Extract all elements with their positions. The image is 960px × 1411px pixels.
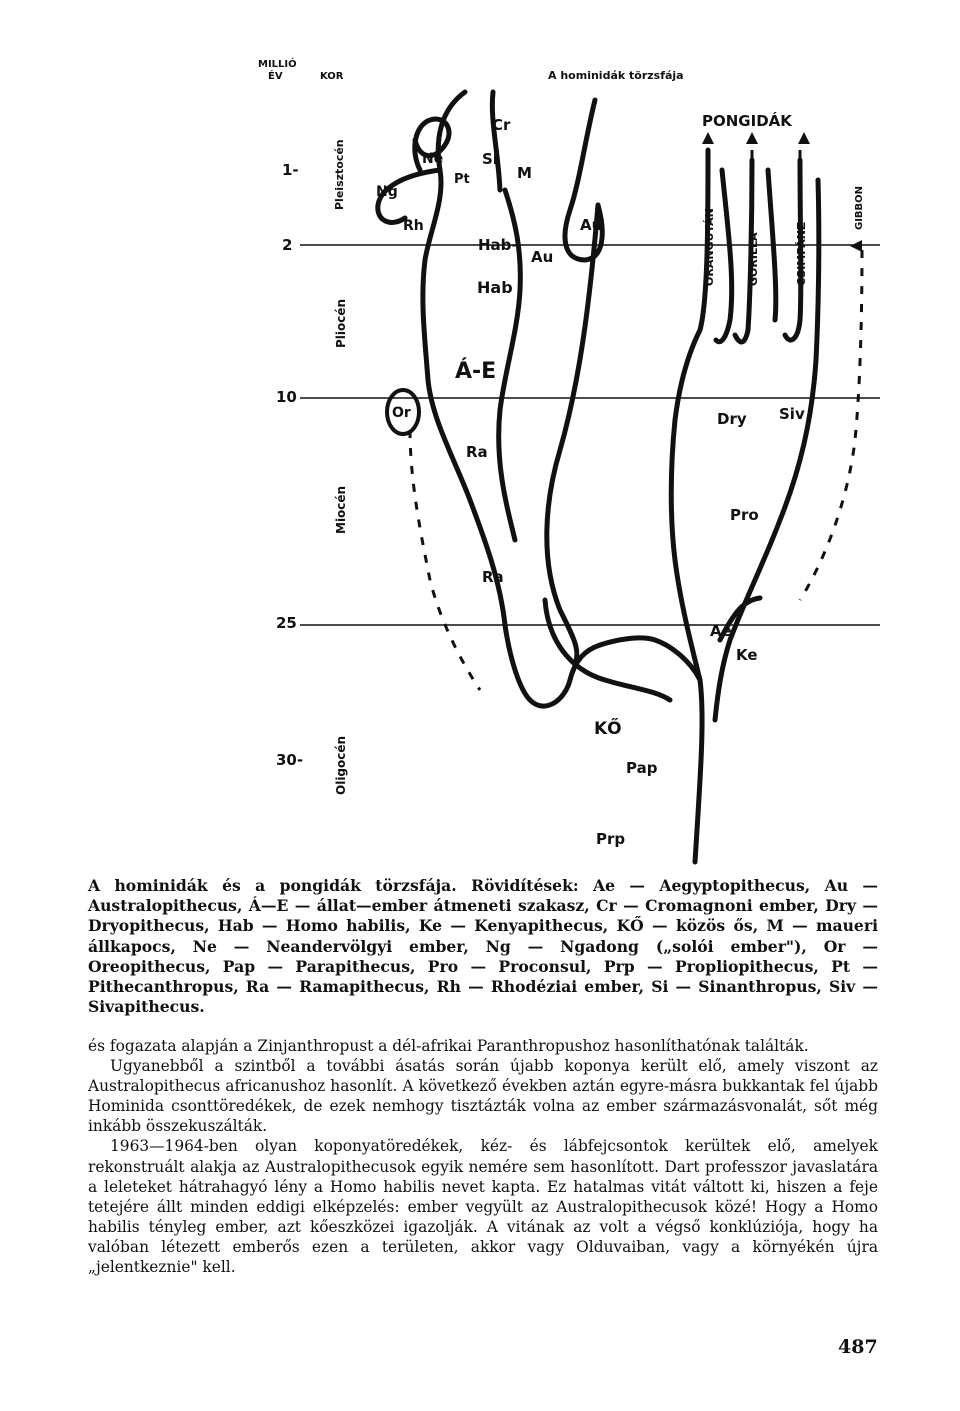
paragraph-3: 1963—1964-ben olyan koponyatöredékek, kéz- és lábfejcsontok kerültek elő, amelyek rekonstruált alakja az Australopithecusok egyik nemére sem hasonlított. Dart professzor javaslatára a leleteket hátrahagyó lény a Homo habilis nevet kapta. Ez hatalmas vitát váltott ki, hiszen a feje tetejére állt minden eddigi elképzelés: ember vegyült az Australopithecusok közé! Hogy a Homo habilis tényleg ember, azt kőeszközei igazolják. A vitának az volt a végső konklúziója, hogy ha valóban létezett emberős ezen a területen, akkor vagy Olduvaiban, vagy a környékén újra „jelentkeznie" kell. <box>88 1137 878 1277</box>
label-siv: Siv <box>779 405 805 423</box>
caption-text: Rövidítések: Ae — Aegyptopithecus, Au — Australopithecus, Á—E — állat—ember átmeneti szakasz, Cr — Cromagnoni ember, Dry — Dryopithecus, Hab — Homo habilis, Ke — Kenyapithecus, KŐ — közös ős, M — maueri állkapocs, Ne — Neandervölgyi ember, Ng — Ngadong („solói ember"), Or — Oreopithecus, Pap — Parapithecus, Pro — Proconsul, Prp — Propliopithecus, Pt — Pithecanthropus, Ra — Ramapithecus, Rh — Rhodéziai ember, Si — Sinanthropus, Siv — Sivapithecus. <box>88 876 878 1017</box>
label-ko: KŐ <box>594 719 622 739</box>
tick-2: 2 <box>282 236 293 254</box>
header-kor: KOR <box>320 71 344 82</box>
label-au2: Au <box>531 248 554 266</box>
label-or: Or <box>392 405 411 421</box>
label-ra: Ra <box>466 443 488 461</box>
pongidak-label: PONGIDÁK <box>702 112 792 130</box>
label-ae-transition: Á-E <box>455 359 497 384</box>
label-pt: Pt <box>454 172 470 187</box>
label-au: Au <box>580 216 603 234</box>
paragraph-1: és fogazata alapján a Zinjanthropust a dél-afrikai Paranthropushoz hasonlíthatónak találták. <box>88 1037 809 1055</box>
label-hab: Hab <box>477 278 513 297</box>
label-m: M <box>517 164 532 182</box>
ape-gorilla: GORILLA <box>747 232 760 286</box>
tick-1: 1- <box>282 161 299 179</box>
label-pro: Pro <box>730 506 759 524</box>
epoch-miocen: Miocén <box>334 485 348 534</box>
label-dry: Dry <box>717 410 747 428</box>
figure-caption <box>88 876 878 1017</box>
label-ra2: Ra <box>482 568 504 586</box>
header-million: MILLIÓ <box>258 59 297 70</box>
ape-csimpanz: CSIMPÁNZ <box>795 222 808 286</box>
label-rh: Rh <box>403 218 424 234</box>
label-cr: Cr <box>492 116 511 134</box>
tick-30: 30- <box>276 751 304 769</box>
body-text <box>88 1036 878 1277</box>
label-aeg: Ae <box>710 622 732 640</box>
caption-title: A hominidák és a pongidák törzsfája. <box>88 876 457 895</box>
label-pap: Pap <box>626 759 658 777</box>
epoch-oligocen: Oligocén <box>334 735 348 795</box>
paragraph-2: Ugyanebből a szintből a további ásatás során újabb koponya került elő, amely viszont az Australopithecus africanushoz hasonlít. A következő években aztán egyre-másra bukkantak fel újabb Hominida csonttöredékek, de ezek nemhogy tisztázták volna az ember származásvonalát, sőt még inkább összekuszálták. <box>88 1057 878 1136</box>
header-title: A hominidák törzsfája <box>548 69 684 82</box>
label-ne: Ne <box>422 151 444 167</box>
label-hab-line: Hab- <box>478 236 518 254</box>
label-ng: Ng <box>376 184 398 200</box>
ape-orangutan: ORANGUTÁN <box>703 208 716 286</box>
tick-25: 25 <box>276 614 297 632</box>
page-number: 487 <box>838 1336 878 1358</box>
epoch-pleisztocen: Pleisztocén <box>333 139 346 210</box>
label-si: Si <box>482 150 498 168</box>
ape-gibbon: GIBBON <box>854 185 865 230</box>
tick-10: 10 <box>276 388 297 406</box>
label-ke: Ke <box>736 646 758 664</box>
header-ev: ÉV <box>268 71 283 82</box>
label-prp: Prp <box>596 830 626 848</box>
epoch-pliocen: Pliocén <box>334 298 348 348</box>
